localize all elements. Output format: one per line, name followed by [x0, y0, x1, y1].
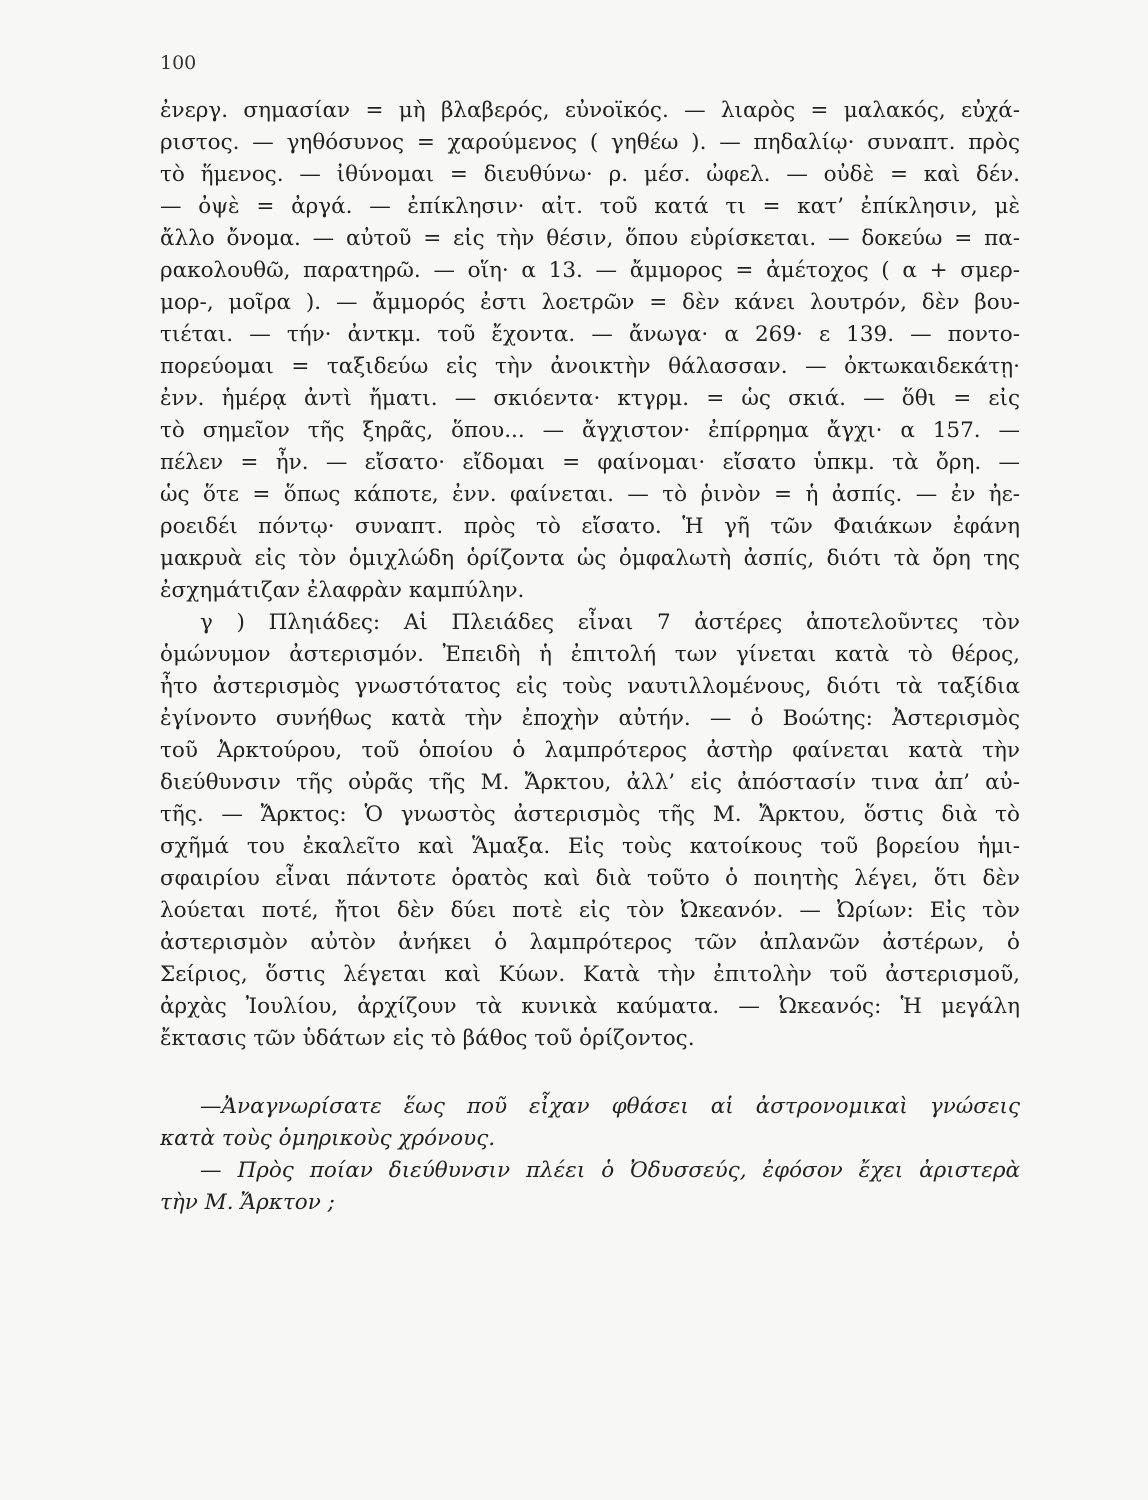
text-line: διεύθυνσιν τῆς οὐρᾶς τῆς Μ. Ἄρκτου, ἀλλ’ εἰς ἀπόστασίν τινα ἀπ’ αὐ-	[160, 770, 1020, 795]
question-2	[160, 1155, 1020, 1219]
question-line: τὴν Μ. Ἄρκτον ;	[160, 1190, 335, 1215]
text-line: ροειδέι πόντῳ· συναπτ. πρὸς τὸ εἴσατο. Ἡ γῆ τῶν Φαιάκων ἐφάνη	[160, 514, 1020, 539]
text-line: ἦτο ἀστερισμὸς γνωστότατος εἰς τοὺς ναυτιλλομένους, διότι τὰ ταξίδια	[160, 674, 1020, 699]
text-line: ἀρχὰς Ἰουλίου, ἀρχίζουν τὰ κυνικὰ καύματα. — Ὠκεανός: Ἡ μεγάλη	[160, 994, 1020, 1019]
question-line: κατὰ τοὺς ὁμηρικοὺς χρόνους.	[160, 1126, 496, 1151]
text-line: ριστος. — γηθόσυνος = χαρούμενος ( γηθέω ). — πηδαλίῳ· συναπτ. πρὸς	[160, 130, 1020, 155]
text-line: τιέται. — τήν· ἀντκμ. τοῦ ἔχοντα. — ἄνωγα· α 269· ε 139. — ποντο-	[160, 322, 1020, 347]
text-line: ἐνεργ. σημασίαν = μὴ βλαβερός, εὐνοϊκός. — λιαρὸς = μαλακός, εὐχά-	[160, 98, 1020, 123]
text-line: γ ) Πληιάδες: Αἱ Πλειάδες εἶναι 7 ἀστέρες ἀποτελοῦντες τὸν	[200, 610, 1020, 635]
text-line: τῆς. — Ἄρκτος: Ὁ γνωστὸς ἀστερισμὸς τῆς Μ. Ἄρκτου, ὅστις διὰ τὸ	[160, 802, 1020, 827]
text-line: — ὀψὲ = ἀργά. — ἐπίκλησιν· αἰτ. τοῦ κατά τι = κατ’ ἐπίκλησιν, μὲ	[160, 194, 1020, 219]
question-line: — Πρὸς ποίαν διεύθυνσιν πλέει ὁ Ὀδυσσεύς, ἐφόσον ἔχει ἀριστερὰ	[200, 1158, 1020, 1183]
text-line: πέλεν = ἦν. — εἴσατο· εἴδομαι = φαίνομαι· εἴσατο ὑπκμ. τὰ ὄρη. —	[160, 450, 1020, 475]
text-line: τὸ σημεῖον τῆς ξηρᾶς, ὅπου... — ἄγχιστον· ἐπίρρημα ἄγχι· α 157. —	[160, 418, 1020, 443]
text-line: τοῦ Ἀρκτούρου, τοῦ ὁποίου ὁ λαμπρότερος ἀστὴρ φαίνεται κατὰ τὴν	[160, 738, 1020, 763]
glossary-paragraph	[160, 95, 1020, 607]
section-gap	[160, 1055, 1020, 1091]
question-1	[160, 1091, 1020, 1155]
text-line: πορεύομαι = ταξιδεύω εἰς τὴν ἀνοικτὴν θάλασσαν. — ὀκτωκαιδεκάτῃ·	[160, 354, 1020, 379]
text-line: τὸ ἥμενος. — ἰθύνομαι = διευθύνω· ρ. μέσ. ὠφελ. — οὐδὲ = καὶ δέν.	[160, 162, 1020, 187]
text-line: ὡς ὅτε = ὅπως κάποτε, ἐνν. φαίνεται. — τὸ ῥινὸν = ἡ ἀσπίς. — ἐν ἠε-	[160, 482, 1020, 507]
text-line: ἄλλο ὄνομα. — αὐτοῦ = εἰς τὴν θέσιν, ὅπου εὑρίσκεται. — δοκεύω = πα-	[160, 226, 1020, 251]
text-block	[160, 95, 1020, 1219]
astronomy-paragraph	[160, 607, 1020, 1055]
question-line: —Ἀναγνωρίσατε ἕως ποῦ εἶχαν φθάσει αἱ ἀστρονομικαὶ γνώσεις	[200, 1094, 1020, 1119]
text-line: Σείριος, ὅστις λέγεται καὶ Κύων. Κατὰ τὴν ἐπιτολὴν τοῦ ἀστερισμοῦ,	[160, 962, 1020, 987]
text-line: ἔκτασις τῶν ὑδάτων εἰς τὸ βάθος τοῦ ὁρίζοντος.	[160, 1026, 695, 1051]
text-line: ἀστερισμὸν αὐτὸν ἀνήκει ὁ λαμπρότερος τῶν ἀπλανῶν ἀστέρων, ὁ	[160, 930, 1020, 955]
text-line: σχῆμά του ἐκαλεῖτο καὶ Ἅμαξα. Εἰς τοὺς κατοίκους τοῦ βορείου ἡμι-	[160, 834, 1020, 859]
text-line: λούεται ποτέ, ἤτοι δὲν δύει ποτὲ εἰς τὸν Ὠκεανόν. — Ὠρίων: Εἰς τὸν	[160, 898, 1020, 923]
page-number: 100	[160, 52, 197, 74]
text-line: μορ-, μοῖρα ). — ἄμμορός ἐστι λοετρῶν = δὲν κάνει λουτρόν, δὲν βου-	[160, 290, 1020, 315]
text-line: ρακολουθῶ, παρατηρῶ. — οἵη· α 13. — ἄμμορος = ἀμέτοχος ( α + σμερ-	[160, 258, 1020, 283]
text-line: σφαιρίου εἶναι πάντοτε ὁρατὸς καὶ διὰ τοῦτο ὁ ποιητὴς λέγει, ὅτι δὲν	[160, 866, 1020, 891]
text-line: ἐσχημάτιζαν ἐλαφρὰν καμπύλην.	[160, 578, 525, 603]
text-line: μακρυὰ εἰς τὸν ὁμιχλώδη ὁρίζοντα ὡς ὀμφαλωτὴ ἀσπίς, διότι τὰ ὄρη της	[160, 546, 1020, 571]
text-line: ἐγίνοντο συνήθως κατὰ τὴν ἐποχὴν αὐτήν. — ὁ Βοώτης: Ἀστερισμὸς	[160, 706, 1020, 731]
text-line: ἐνν. ἡμέρᾳ ἀντὶ ἤματι. — σκιόεντα· κτγρμ. = ὡς σκιά. — ὅθι = εἰς	[160, 386, 1020, 411]
text-line: ὁμώνυμον ἀστερισμόν. Ἐπειδὴ ἡ ἐπιτολή των γίνεται κατὰ τὸ θέρος,	[160, 642, 1020, 667]
